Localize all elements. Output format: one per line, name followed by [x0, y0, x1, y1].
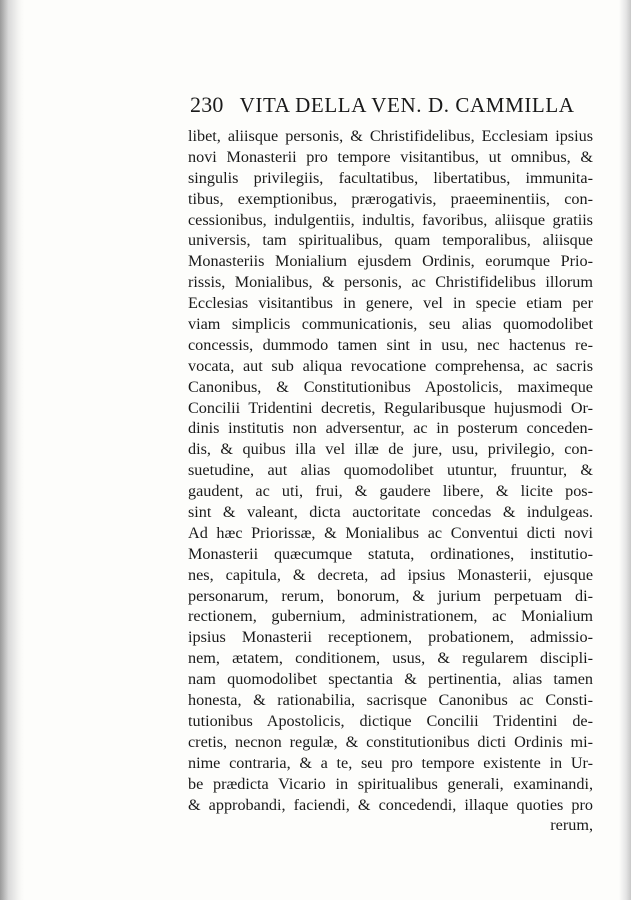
text-line: Ad hæc Priorissæ, & Monialibus ac Conventui dicti novi — [188, 523, 593, 542]
text-line: viam simplicis communicationis, seu alias quomodolibet — [188, 315, 593, 334]
page-edge — [619, 0, 631, 900]
text-line: concessis, dummodo tamen sint in usu, nec hactenus re- — [188, 335, 593, 354]
text-line: suetudine, aut alias quomodolibet utuntur, fruuntur, & — [188, 461, 593, 480]
text-line: honesta, & rationabilia, sacrisque Canonibus ac Consti- — [188, 691, 593, 710]
gutter-shadow — [0, 0, 24, 900]
text-line: personarum, rerum, bonorum, & jurium perpetuam di- — [188, 586, 593, 605]
text-line: Canonibus, & Constitutionibus Apostolicis, maximeque — [188, 377, 593, 396]
page-number: 230 — [190, 92, 224, 117]
text-line: sint & valeant, dicta auctoritate concedas & indulgeas. — [188, 503, 593, 522]
text-line: & approbandi, faciendi, & concedendi, illaque quoties pro — [188, 795, 593, 814]
text-line: cessionibus, indulgentiis, indultis, favoribus, aliisque gratiis — [188, 210, 593, 229]
text-line: nime contraria, & a te, seu pro tempore existente in Ur- — [188, 753, 593, 772]
text-line: Monasteriis Monialium ejusdem Ordinis, eorumque Prio- — [188, 252, 593, 271]
text-line: rissis, Monialibus, & personis, ac Christifidelibus illorum — [188, 273, 593, 292]
text-line: cretis, necnon regulæ, & constitutionibus dicti Ordinis mi- — [188, 732, 593, 751]
text-line: novi Monasterii pro tempore visitantibus, ut omnibus, & — [188, 147, 593, 166]
text-line: singulis privilegiis, facultatibus, libertatibus, immunita- — [188, 168, 593, 187]
catchword: rerum, — [550, 816, 593, 835]
text-line: gaudent, ac uti, frui, & gaudere libere, & licite pos- — [188, 482, 593, 501]
text-line: universis, tam spiritualibus, quam temporalibus, aliisque — [188, 231, 593, 250]
text-line: tutionibus Apostolicis, dictique Concilii Tridentini de- — [188, 711, 593, 730]
running-title: VITA DELLA VEN. D. CAMMILLA — [239, 93, 575, 117]
text-line: Ecclesias visitantibus in genere, vel in specie etiam per — [188, 294, 593, 313]
text-line: nem, ætatem, conditionem, usus, & regularem discipli- — [188, 649, 593, 668]
body-text — [188, 126, 593, 836]
text-line: nes, capitula, & decreta, ad ipsius Monasterii, ejusque — [188, 565, 593, 584]
running-head — [190, 92, 596, 124]
text-line: ipsius Monasterii receptionem, probationem, admissio- — [188, 628, 593, 647]
text-line: Concilii Tridentini decretis, Regularibusque hujusmodi Or- — [188, 398, 593, 417]
text-line: dinis institutis non adversentur, ac in posterum conceden- — [188, 419, 593, 438]
text-line: nam quomodolibet spectantia & pertinentia, alias tamen — [188, 670, 593, 689]
text-line: dis, & quibus illa vel illæ de jure, usu, privilegio, con- — [188, 440, 593, 459]
text-line: Monasterii quæcumque statuta, ordinationes, institutio- — [188, 544, 593, 563]
text-line: vocata, aut sub aliqua revocatione comprehensa, ac sacris — [188, 356, 593, 375]
text-line: be prædicta Vicario in spiritualibus generali, examinandi, — [188, 774, 593, 793]
text-line: tibus, exemptionibus, prærogativis, praeeminentiis, con- — [188, 189, 593, 208]
text-line: rectionem, gubernium, administrationem, ac Monialium — [188, 607, 593, 626]
text-line: libet, aliisque personis, & Christifidelibus, Ecclesiam ipsius — [188, 127, 593, 145]
